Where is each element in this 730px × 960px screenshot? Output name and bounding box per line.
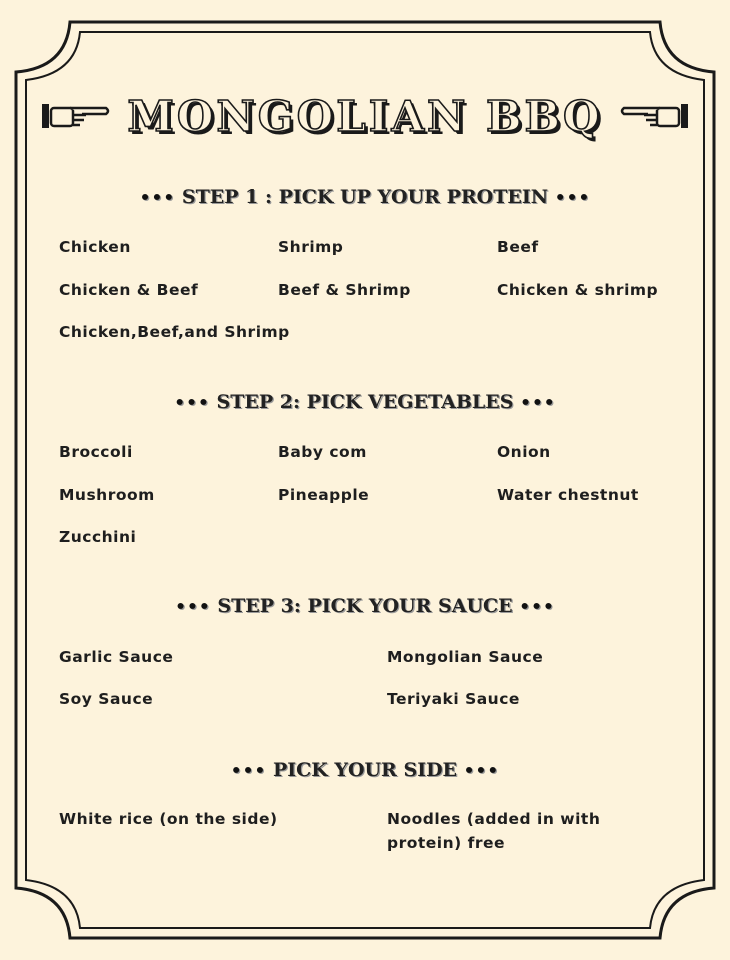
sauce-item: Soy Sauce [59,690,154,708]
sauce-item: Garlic Sauce [59,648,174,666]
protein-item: Chicken [59,238,131,256]
protein-item: Shrimp [278,238,344,256]
vegetable-item: Pineapple [278,486,370,504]
side-item: Noodles (added in with protein) free [387,810,601,852]
sauce-item: Mongolian Sauce [387,648,544,666]
protein-item: Chicken & shrimp [497,281,659,299]
protein-item: Beef & Shrimp [278,281,411,299]
page-title: MONGOLIAN BBQ [127,91,603,141]
vegetable-item: Broccoli [59,443,133,461]
vegetable-item: Water chestnut [497,486,639,504]
vegetable-item: Mushroom [59,486,155,504]
step1-heading: ••• STEP 1 : PICK UP YOUR PROTEIN ••• [139,186,591,208]
side-item: White rice (on the side) [59,810,278,828]
pointing-hand-right-icon [40,96,112,136]
side-heading: ••• PICK YOUR SIDE ••• [230,759,500,781]
step3-heading: ••• STEP 3: PICK YOUR SAUCE ••• [175,595,555,617]
title-row [40,88,690,144]
protein-item: Chicken,Beef,and Shrimp [59,323,290,341]
vegetable-item: Onion [497,443,551,461]
vegetable-item: Baby com [278,443,367,461]
pointing-hand-left-icon [618,96,690,136]
sauce-item: Teriyaki Sauce [387,690,520,708]
vegetable-item: Zucchini [59,528,137,546]
step2-heading: ••• STEP 2: PICK VEGETABLES ••• [174,391,556,413]
protein-item: Beef [497,238,539,256]
protein-item: Chicken & Beef [59,281,199,299]
